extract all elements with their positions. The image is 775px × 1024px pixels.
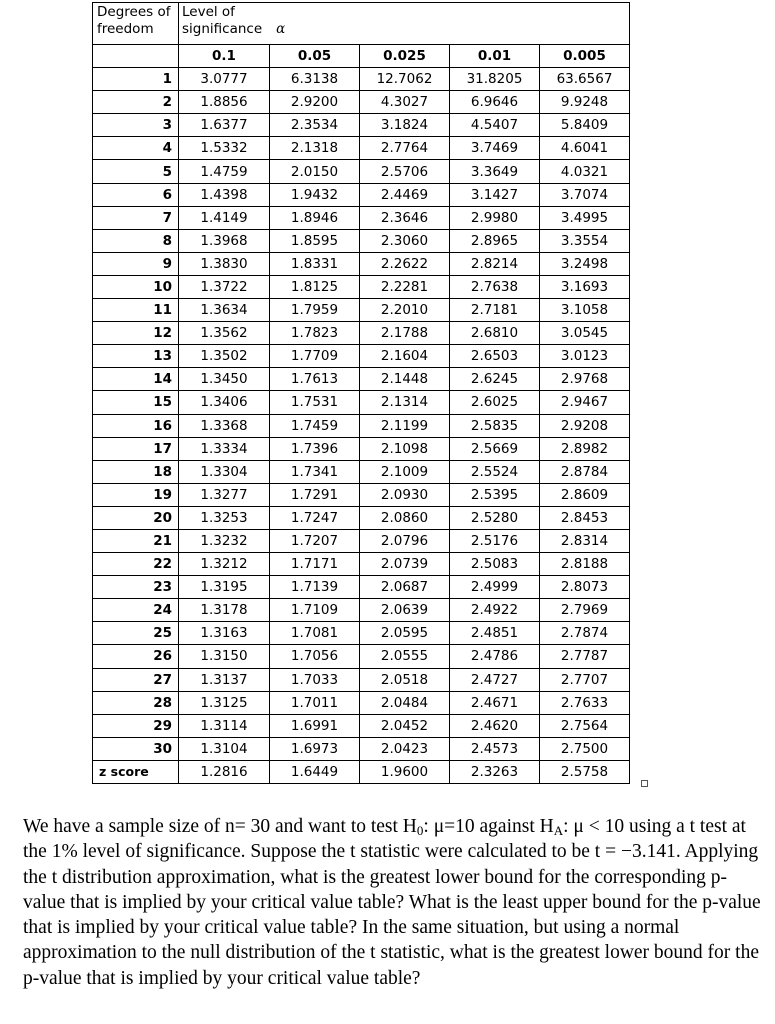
critical-value-cell: 2.6810 <box>450 322 540 345</box>
table-row <box>93 391 630 414</box>
critical-value-cell: 1.7207 <box>270 529 360 552</box>
df-cell: 22 <box>93 553 179 576</box>
critical-value-cell: 1.4149 <box>179 206 270 229</box>
critical-value-cell: 3.7469 <box>450 137 540 160</box>
df-cell: 18 <box>93 460 179 483</box>
critical-value-cell: 1.7011 <box>270 691 360 714</box>
critical-value-cell: 2.0860 <box>360 506 450 529</box>
critical-value-cell: 2.4999 <box>450 576 540 599</box>
critical-value-cell: 2.4851 <box>450 622 540 645</box>
critical-value-cell: 1.3304 <box>179 460 270 483</box>
critical-value-cell: 1.4759 <box>179 160 270 183</box>
critical-value-cell: 1.7531 <box>270 391 360 414</box>
question-part3: : μ < 10 using a t test at the 1% level of significance. Suppose the t statistic were calculated to be t = −3.141. Applying the t distribution approximation, what is the greatest lower bound for the corresponding p-value that is implied by your critical value table? What is the least upper bound for the p-value that is implied by your critical value table? In the same situation, but using a normal approximation to the null distribution of the t statistic, what is the greatest lower bound for the p-value that is implied by your critical value table? <box>23 816 761 989</box>
table-row <box>93 760 630 783</box>
critical-value-cell: 2.5835 <box>450 414 540 437</box>
critical-value-cell: 3.0545 <box>540 322 630 345</box>
table-row <box>93 506 630 529</box>
critical-value-cell: 1.3968 <box>179 229 270 252</box>
critical-value-cell: 2.4671 <box>450 691 540 714</box>
table-row <box>93 183 630 206</box>
critical-value-cell: 2.5524 <box>450 460 540 483</box>
critical-value-cell: 1.3232 <box>179 529 270 552</box>
critical-value-cell: 3.4995 <box>540 206 630 229</box>
critical-value-cell: 1.8856 <box>179 91 270 114</box>
df-cell: 27 <box>93 668 179 691</box>
critical-value-cell: 1.8595 <box>270 229 360 252</box>
critical-value-cell: 1.7139 <box>270 576 360 599</box>
critical-value-cell: 1.7056 <box>270 645 360 668</box>
levels-row <box>93 45 630 68</box>
critical-value-cell: 3.0123 <box>540 345 630 368</box>
critical-value-cell: 9.9248 <box>540 91 630 114</box>
critical-value-cell: 2.3534 <box>270 114 360 137</box>
critical-value-cell: 2.2622 <box>360 252 450 275</box>
df-cell: 1 <box>93 68 179 91</box>
critical-value-cell: 2.7787 <box>540 645 630 668</box>
critical-value-cell: 1.3562 <box>179 322 270 345</box>
critical-value-cell: 1.3502 <box>179 345 270 368</box>
critical-value-cell: 1.8946 <box>270 206 360 229</box>
critical-value-cell: 2.1318 <box>270 137 360 160</box>
levels-row-blank-cell <box>93 45 179 68</box>
level-cell: 0.025 <box>360 45 450 68</box>
critical-value-cell: 3.3649 <box>450 160 540 183</box>
critical-value-cell: 1.7459 <box>270 414 360 437</box>
critical-value-cell: 2.8982 <box>540 437 630 460</box>
table-row <box>93 299 630 322</box>
z-score-label: z score <box>93 760 179 783</box>
df-cell: 17 <box>93 437 179 460</box>
df-cell: 9 <box>93 252 179 275</box>
critical-value-cell: 2.7181 <box>450 299 540 322</box>
critical-value-cell: 2.8188 <box>540 553 630 576</box>
critical-value-cell: 2.0150 <box>270 160 360 183</box>
table-row <box>93 275 630 298</box>
critical-value-cell: 3.1824 <box>360 114 450 137</box>
table-row <box>93 737 630 760</box>
critical-value-cell: 2.6503 <box>450 345 540 368</box>
table-row <box>93 114 630 137</box>
critical-value-cell: 2.8073 <box>540 576 630 599</box>
table-row <box>93 414 630 437</box>
critical-value-cell: 3.2498 <box>540 252 630 275</box>
level-header-line2: significance <box>182 21 263 37</box>
critical-value-cell: 1.3114 <box>179 714 270 737</box>
question-text <box>23 814 763 991</box>
level-cell: 0.05 <box>270 45 360 68</box>
t-critical-value-table <box>92 2 630 784</box>
critical-value-cell: 6.3138 <box>270 68 360 91</box>
critical-value-cell: 2.8214 <box>450 252 540 275</box>
critical-value-cell: 63.6567 <box>540 68 630 91</box>
table-row <box>93 714 630 737</box>
critical-value-cell: 2.0796 <box>360 529 450 552</box>
ha-subscript: A <box>553 823 564 838</box>
table-row <box>93 345 630 368</box>
df-cell: 6 <box>93 183 179 206</box>
table-row <box>93 622 630 645</box>
critical-value-cell: 1.7247 <box>270 506 360 529</box>
critical-value-cell: 1.3150 <box>179 645 270 668</box>
critical-value-cell: 1.3334 <box>179 437 270 460</box>
critical-value-cell: 2.4922 <box>450 599 540 622</box>
critical-value-cell: 2.3646 <box>360 206 450 229</box>
critical-value-cell: 1.3253 <box>179 506 270 529</box>
critical-value-cell: 2.7874 <box>540 622 630 645</box>
level-cell: 0.01 <box>450 45 540 68</box>
question-part2: : μ=10 against H <box>423 816 554 837</box>
critical-value-cell: 3.1427 <box>450 183 540 206</box>
critical-value-cell: 1.7396 <box>270 437 360 460</box>
critical-value-cell: 4.5407 <box>450 114 540 137</box>
critical-value-cell: 3.1693 <box>540 275 630 298</box>
table-row <box>93 160 630 183</box>
critical-value-cell: 2.7564 <box>540 714 630 737</box>
table-row <box>93 68 630 91</box>
critical-value-cell: 4.3027 <box>360 91 450 114</box>
table-row <box>93 137 630 160</box>
critical-value-cell: 12.7062 <box>360 68 450 91</box>
table-row <box>93 229 630 252</box>
df-cell: 7 <box>93 206 179 229</box>
critical-value-cell: 2.3263 <box>450 760 540 783</box>
critical-value-cell: 2.8453 <box>540 506 630 529</box>
critical-value-cell: 1.7171 <box>270 553 360 576</box>
table-row <box>93 645 630 668</box>
critical-value-cell: 2.9467 <box>540 391 630 414</box>
table-row <box>93 91 630 114</box>
critical-value-cell: 2.4727 <box>450 668 540 691</box>
df-cell: 29 <box>93 714 179 737</box>
critical-value-cell: 1.9600 <box>360 760 450 783</box>
df-cell: 20 <box>93 506 179 529</box>
critical-value-cell: 2.0518 <box>360 668 450 691</box>
table-row <box>93 460 630 483</box>
critical-value-cell: 2.8965 <box>450 229 540 252</box>
critical-value-cell: 2.9208 <box>540 414 630 437</box>
critical-value-cell: 2.4620 <box>450 714 540 737</box>
critical-value-cell: 2.2281 <box>360 275 450 298</box>
critical-value-cell: 1.7291 <box>270 483 360 506</box>
df-cell: 21 <box>93 529 179 552</box>
critical-value-cell: 2.6025 <box>450 391 540 414</box>
table-row <box>93 553 630 576</box>
level-cell: 0.005 <box>540 45 630 68</box>
df-cell: 11 <box>93 299 179 322</box>
critical-value-cell: 2.7638 <box>450 275 540 298</box>
critical-value-cell: 2.0555 <box>360 645 450 668</box>
critical-value-cell: 1.3125 <box>179 691 270 714</box>
critical-value-cell: 1.6377 <box>179 114 270 137</box>
df-cell: 24 <box>93 599 179 622</box>
critical-value-cell: 1.3137 <box>179 668 270 691</box>
critical-value-cell: 3.7074 <box>540 183 630 206</box>
critical-value-cell: 2.5758 <box>540 760 630 783</box>
critical-value-cell: 2.8784 <box>540 460 630 483</box>
df-cell: 28 <box>93 691 179 714</box>
df-cell: 4 <box>93 137 179 160</box>
critical-value-cell: 1.9432 <box>270 183 360 206</box>
critical-value-cell: 2.8314 <box>540 529 630 552</box>
critical-value-cell: 4.0321 <box>540 160 630 183</box>
critical-value-cell: 2.5395 <box>450 483 540 506</box>
question-paragraph <box>23 814 763 991</box>
critical-value-cell: 1.3277 <box>179 483 270 506</box>
critical-value-cell: 5.8409 <box>540 114 630 137</box>
table-row <box>93 322 630 345</box>
critical-value-cell: 1.3195 <box>179 576 270 599</box>
critical-value-cell: 2.5176 <box>450 529 540 552</box>
critical-value-cell: 2.1098 <box>360 437 450 460</box>
critical-value-cell: 1.8125 <box>270 275 360 298</box>
critical-value-cell: 1.3178 <box>179 599 270 622</box>
critical-value-cell: 1.7823 <box>270 322 360 345</box>
critical-value-cell: 1.7341 <box>270 460 360 483</box>
critical-value-cell: 1.7109 <box>270 599 360 622</box>
critical-value-cell: 3.0777 <box>179 68 270 91</box>
critical-value-cell: 1.5332 <box>179 137 270 160</box>
critical-value-cell: 1.2816 <box>179 760 270 783</box>
df-cell: 3 <box>93 114 179 137</box>
critical-value-cell: 2.9200 <box>270 91 360 114</box>
df-cell: 10 <box>93 275 179 298</box>
critical-value-cell: 1.3830 <box>179 252 270 275</box>
df-cell: 8 <box>93 229 179 252</box>
critical-value-cell: 1.6973 <box>270 737 360 760</box>
critical-value-cell: 2.1009 <box>360 460 450 483</box>
df-cell: 16 <box>93 414 179 437</box>
df-cell: 14 <box>93 368 179 391</box>
level-of-significance-header <box>179 3 630 45</box>
critical-value-cell: 1.7613 <box>270 368 360 391</box>
df-cell: 5 <box>93 160 179 183</box>
df-cell: 2 <box>93 91 179 114</box>
critical-value-cell: 2.7969 <box>540 599 630 622</box>
df-cell: 13 <box>93 345 179 368</box>
critical-value-cell: 1.7033 <box>270 668 360 691</box>
critical-value-cell: 31.8205 <box>450 68 540 91</box>
critical-value-cell: 2.6245 <box>450 368 540 391</box>
table-row <box>93 529 630 552</box>
critical-value-cell: 2.2010 <box>360 299 450 322</box>
critical-value-cell: 1.7709 <box>270 345 360 368</box>
table-resize-handle[interactable] <box>641 780 648 787</box>
critical-value-cell: 4.6041 <box>540 137 630 160</box>
critical-value-cell: 2.4786 <box>450 645 540 668</box>
critical-value-cell: 2.9980 <box>450 206 540 229</box>
critical-value-cell: 2.0930 <box>360 483 450 506</box>
critical-value-cell: 2.3060 <box>360 229 450 252</box>
critical-value-cell: 1.3722 <box>179 275 270 298</box>
critical-value-cell: 2.1199 <box>360 414 450 437</box>
alpha-symbol: α <box>276 21 286 37</box>
critical-value-cell: 1.3212 <box>179 553 270 576</box>
critical-value-cell: 3.1058 <box>540 299 630 322</box>
df-cell: 26 <box>93 645 179 668</box>
critical-value-cell: 2.7500 <box>540 737 630 760</box>
critical-value-cell: 1.6449 <box>270 760 360 783</box>
critical-value-cell: 1.3450 <box>179 368 270 391</box>
table-row <box>93 437 630 460</box>
critical-value-cell: 2.7633 <box>540 691 630 714</box>
critical-value-cell: 2.0687 <box>360 576 450 599</box>
critical-value-cell: 6.9646 <box>450 91 540 114</box>
critical-value-cell: 2.5706 <box>360 160 450 183</box>
critical-value-cell: 2.7707 <box>540 668 630 691</box>
table-row <box>93 576 630 599</box>
h0-subscript: 0 <box>416 823 424 838</box>
critical-value-cell: 1.3634 <box>179 299 270 322</box>
df-cell: 15 <box>93 391 179 414</box>
question-part1: We have a sample size of n= 30 and want to test H <box>23 816 417 837</box>
df-cell: 19 <box>93 483 179 506</box>
table-row <box>93 668 630 691</box>
critical-value-cell: 1.3104 <box>179 737 270 760</box>
critical-value-cell: 2.9768 <box>540 368 630 391</box>
critical-value-cell: 1.3163 <box>179 622 270 645</box>
critical-value-cell: 2.0484 <box>360 691 450 714</box>
df-header-line2: freedom <box>97 21 154 37</box>
critical-value-cell: 2.4469 <box>360 183 450 206</box>
critical-value-cell: 1.4398 <box>179 183 270 206</box>
critical-value-cell: 2.0423 <box>360 737 450 760</box>
critical-value-cell: 2.5280 <box>450 506 540 529</box>
critical-value-cell: 2.0739 <box>360 553 450 576</box>
critical-value-cell: 1.3368 <box>179 414 270 437</box>
critical-value-cell: 1.6991 <box>270 714 360 737</box>
critical-value-cell: 1.8331 <box>270 252 360 275</box>
critical-value-cell: 2.5669 <box>450 437 540 460</box>
table-header-row <box>93 3 630 45</box>
critical-value-cell: 2.0452 <box>360 714 450 737</box>
critical-value-cell: 1.7081 <box>270 622 360 645</box>
critical-value-cell: 2.0639 <box>360 599 450 622</box>
critical-value-cell: 3.3554 <box>540 229 630 252</box>
table-row <box>93 252 630 275</box>
df-cell: 25 <box>93 622 179 645</box>
df-cell: 30 <box>93 737 179 760</box>
critical-value-cell: 2.1448 <box>360 368 450 391</box>
level-header-line1: Level of <box>182 4 235 20</box>
critical-value-cell: 2.8609 <box>540 483 630 506</box>
df-cell: 23 <box>93 576 179 599</box>
critical-value-cell: 1.3406 <box>179 391 270 414</box>
critical-value-cell: 2.7764 <box>360 137 450 160</box>
table-row <box>93 206 630 229</box>
level-cell: 0.1 <box>179 45 270 68</box>
table-row <box>93 599 630 622</box>
table-row <box>93 483 630 506</box>
critical-value-cell: 1.7959 <box>270 299 360 322</box>
critical-value-cell: 2.0595 <box>360 622 450 645</box>
critical-value-cell: 2.4573 <box>450 737 540 760</box>
df-cell: 12 <box>93 322 179 345</box>
table-row <box>93 691 630 714</box>
critical-value-cell: 2.1314 <box>360 391 450 414</box>
critical-value-cell: 2.1788 <box>360 322 450 345</box>
critical-value-cell: 2.1604 <box>360 345 450 368</box>
df-header-line1: Degrees of <box>97 4 171 20</box>
table-row <box>93 368 630 391</box>
critical-value-cell: 2.5083 <box>450 553 540 576</box>
degrees-of-freedom-header <box>93 3 179 45</box>
